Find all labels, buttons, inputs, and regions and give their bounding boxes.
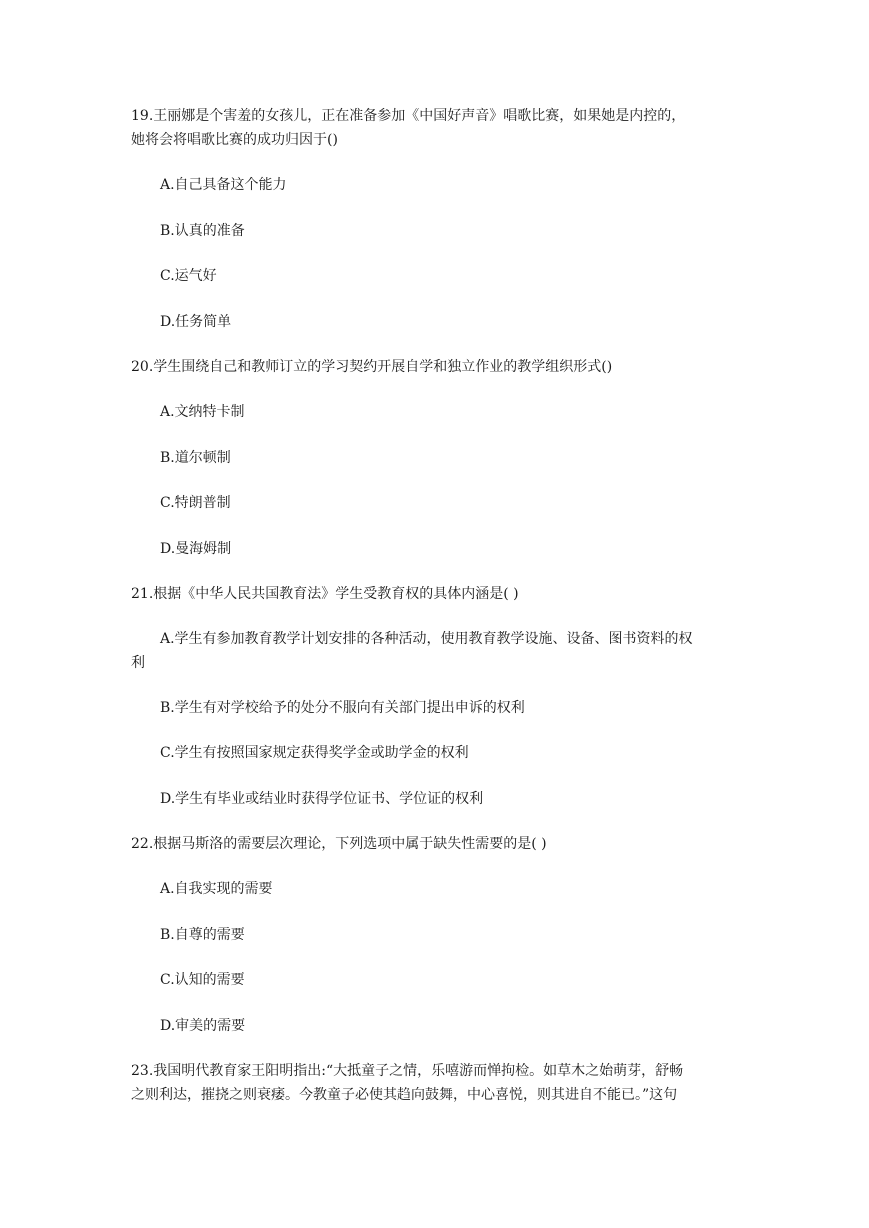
question-20-stem: 20.学生围绕自己和教师订立的学习契约开展自学和独立作业的教学组织形式(): [131, 359, 613, 375]
question-20-option-a: A.文纳特卡制: [160, 404, 245, 420]
question-22-stem: 22.根据马斯洛的需要层次理论，下列选项中属于缺失性需要的是( ): [131, 836, 547, 852]
question-22-option-b: B.自尊的需要: [160, 927, 245, 943]
question-21-option-a-line2: 利: [131, 655, 145, 671]
question-19-option-d: D.任务简单: [160, 314, 232, 330]
question-22-option-a: A.自我实现的需要: [160, 881, 273, 897]
question-23-stem-line1: 23.我国明代教育家王阳明指出:“大抵童子之情，乐嘻游而惮拘检。如草木之始萌芽，舒畅: [131, 1063, 684, 1079]
question-20-option-b: B.道尔顿制: [160, 450, 231, 466]
question-21-stem: 21.根据《中华人民共国教育法》学生受教育权的具体内涵是( ): [131, 586, 519, 602]
question-21-option-d: D.学生有毕业或结业时获得学位证书、学位证的权利: [160, 791, 484, 807]
question-22-option-d: D.审美的需要: [160, 1018, 246, 1034]
question-21-option-c: C.学生有按照国家规定获得奖学金或助学金的权利: [160, 745, 469, 761]
question-20-option-c: C.特朗普制: [160, 495, 231, 511]
question-19-option-b: B.认真的准备: [160, 223, 245, 239]
question-21-option-b: B.学生有对学校给予的处分不服向有关部门提出申诉的权利: [160, 700, 525, 716]
question-19-stem-line1: 19.王丽娜是个害羞的女孩儿，正在准备参加《中国好声音》唱歌比赛，如果她是内控的，: [131, 108, 686, 124]
question-19-option-a: A.自己具备这个能力: [160, 177, 287, 193]
question-20-option-d: D.曼海姆制: [160, 541, 232, 557]
question-19-stem-line2: 她将会将唱歌比赛的成功归因于(): [131, 132, 338, 148]
question-23-stem-line2: 之则利达，摧挠之则衰痿。今教童子必使其趋向鼓舞，中心喜悦，则其进自不能已。”这句: [131, 1087, 678, 1103]
question-19-option-c: C.运气好: [160, 268, 217, 284]
question-22-option-c: C.认知的需要: [160, 972, 245, 988]
question-21-option-a-line1: A.学生有参加教育教学计划安排的各种活动，使用教育教学设施、设备、图书资料的权: [160, 631, 693, 647]
